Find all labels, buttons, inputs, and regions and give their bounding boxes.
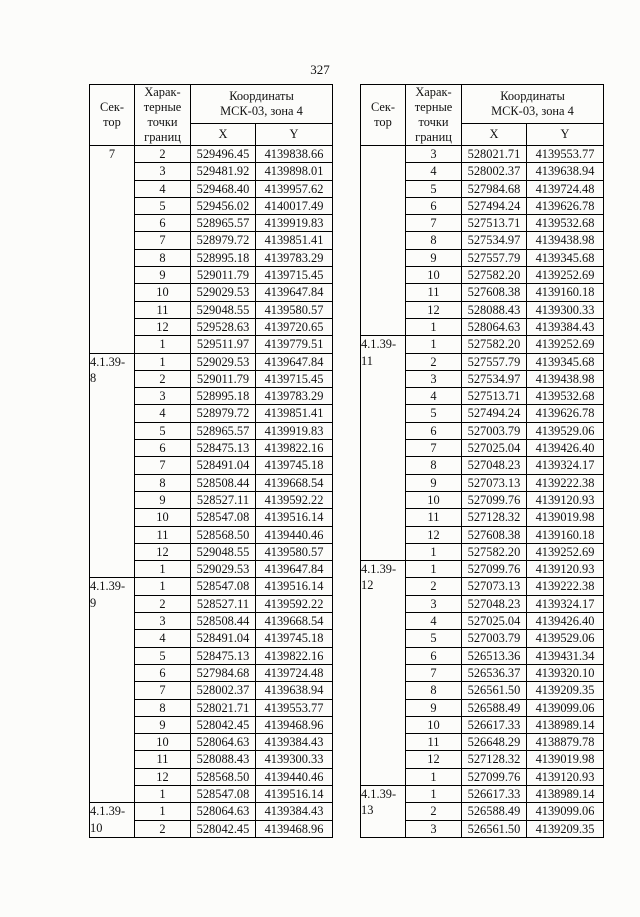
x-coordinate-cell: 526561.50 <box>462 682 527 699</box>
y-coordinate-cell: 4139957.62 <box>256 180 333 197</box>
point-number-cell: 5 <box>406 630 462 647</box>
x-coordinate-cell: 527073.13 <box>462 474 527 491</box>
point-number-cell: 7 <box>135 457 191 474</box>
x-coordinate-cell: 529456.02 <box>191 197 256 214</box>
y-coordinate-cell: 4139532.68 <box>527 388 604 405</box>
point-number-cell: 2 <box>135 820 191 837</box>
point-number-cell: 4 <box>135 180 191 197</box>
point-number-cell: 1 <box>135 803 191 820</box>
point-number-cell: 6 <box>406 422 462 439</box>
point-number-cell: 4 <box>135 405 191 422</box>
point-number-cell: 12 <box>135 543 191 560</box>
y-coordinate-cell: 4139779.51 <box>256 336 333 353</box>
sector-cell: 7 <box>90 146 135 354</box>
y-coordinate-cell: 4139745.18 <box>256 630 333 647</box>
x-coordinate-cell: 527534.97 <box>462 232 527 249</box>
x-coordinate-cell: 527025.04 <box>462 440 527 457</box>
point-number-cell: 8 <box>406 232 462 249</box>
y-coordinate-cell: 4139468.96 <box>256 716 333 733</box>
x-coordinate-cell: 527003.79 <box>462 630 527 647</box>
x-coordinate-cell: 526588.49 <box>462 699 527 716</box>
y-coordinate-cell: 4139668.54 <box>256 474 333 491</box>
y-coordinate-cell: 4139440.46 <box>256 526 333 543</box>
y-coordinate-cell: 4139120.93 <box>527 491 604 508</box>
point-number-cell: 11 <box>406 734 462 751</box>
y-coordinate-cell: 4139720.65 <box>256 318 333 335</box>
y-coordinate-cell: 4139384.43 <box>256 734 333 751</box>
point-number-cell: 3 <box>406 820 462 837</box>
header-x: X <box>462 124 527 146</box>
x-coordinate-cell: 528042.45 <box>191 716 256 733</box>
point-number-cell: 2 <box>406 578 462 595</box>
y-coordinate-cell: 4139745.18 <box>256 457 333 474</box>
y-coordinate-cell: 4139019.98 <box>527 751 604 768</box>
x-coordinate-cell: 528547.08 <box>191 578 256 595</box>
x-coordinate-cell: 529029.53 <box>191 284 256 301</box>
y-coordinate-cell: 4139300.33 <box>256 751 333 768</box>
x-coordinate-cell: 527557.79 <box>462 353 527 370</box>
y-coordinate-cell: 4139715.45 <box>256 370 333 387</box>
point-number-cell: 6 <box>135 440 191 457</box>
x-coordinate-cell: 529481.92 <box>191 163 256 180</box>
y-coordinate-cell: 4139851.41 <box>256 405 333 422</box>
x-coordinate-cell: 529048.55 <box>191 543 256 560</box>
x-coordinate-cell: 528547.08 <box>191 509 256 526</box>
x-coordinate-cell: 528508.44 <box>191 613 256 630</box>
x-coordinate-cell: 528965.57 <box>191 215 256 232</box>
y-coordinate-cell: 4139724.48 <box>527 180 604 197</box>
coordinates-body-left <box>90 146 333 838</box>
header-x: X <box>191 124 256 146</box>
y-coordinate-cell: 4139209.35 <box>527 820 604 837</box>
y-coordinate-cell: 4138989.14 <box>527 785 604 802</box>
x-coordinate-cell: 526561.50 <box>462 820 527 837</box>
x-coordinate-cell: 529029.53 <box>191 353 256 370</box>
x-coordinate-cell: 528995.18 <box>191 249 256 266</box>
table-row <box>90 578 333 595</box>
x-coordinate-cell: 527534.97 <box>462 370 527 387</box>
header-sector: Сек- тор <box>90 85 135 146</box>
x-coordinate-cell: 527582.20 <box>462 267 527 284</box>
x-coordinate-cell: 528979.72 <box>191 405 256 422</box>
table-row <box>90 146 333 163</box>
point-number-cell: 1 <box>406 336 462 353</box>
coordinates-table-left <box>89 84 333 838</box>
point-number-cell: 1 <box>406 318 462 335</box>
point-number-cell: 1 <box>406 561 462 578</box>
y-coordinate-cell: 4139426.40 <box>527 613 604 630</box>
point-number-cell: 10 <box>406 716 462 733</box>
y-coordinate-cell: 4139222.38 <box>527 578 604 595</box>
y-coordinate-cell: 4139529.06 <box>527 422 604 439</box>
x-coordinate-cell: 529011.79 <box>191 267 256 284</box>
point-number-cell: 6 <box>406 647 462 664</box>
y-coordinate-cell: 4139345.68 <box>527 353 604 370</box>
point-number-cell: 2 <box>135 595 191 612</box>
x-coordinate-cell: 528491.04 <box>191 457 256 474</box>
y-coordinate-cell: 4139300.33 <box>527 301 604 318</box>
y-coordinate-cell: 4139592.22 <box>256 595 333 612</box>
x-coordinate-cell: 527025.04 <box>462 613 527 630</box>
x-coordinate-cell: 529048.55 <box>191 301 256 318</box>
point-number-cell: 11 <box>406 509 462 526</box>
point-number-cell: 8 <box>135 699 191 716</box>
y-coordinate-cell: 4139553.77 <box>256 699 333 716</box>
x-coordinate-cell: 529468.40 <box>191 180 256 197</box>
x-coordinate-cell: 527513.71 <box>462 388 527 405</box>
x-coordinate-cell: 528064.63 <box>191 734 256 751</box>
y-coordinate-cell: 4139516.14 <box>256 785 333 802</box>
point-number-cell: 1 <box>406 768 462 785</box>
point-number-cell: 1 <box>135 578 191 595</box>
y-coordinate-cell: 4139324.17 <box>527 457 604 474</box>
y-coordinate-cell: 4139120.93 <box>527 768 604 785</box>
x-coordinate-cell: 527099.76 <box>462 768 527 785</box>
point-number-cell: 7 <box>406 440 462 457</box>
x-coordinate-cell: 527099.76 <box>462 491 527 508</box>
sector-cell: 4.1.39- 9 <box>90 578 135 803</box>
y-coordinate-cell: 4139345.68 <box>527 249 604 266</box>
point-number-cell: 3 <box>406 595 462 612</box>
point-number-cell: 9 <box>406 474 462 491</box>
sector-cell: 4.1.39- 10 <box>90 803 135 838</box>
point-number-cell: 3 <box>406 146 462 163</box>
x-coordinate-cell: 527608.38 <box>462 284 527 301</box>
table-row <box>361 146 604 163</box>
x-coordinate-cell: 528547.08 <box>191 785 256 802</box>
point-number-cell: 5 <box>135 197 191 214</box>
y-coordinate-cell: 4139120.93 <box>527 561 604 578</box>
point-number-cell: 1 <box>406 785 462 802</box>
x-coordinate-cell: 528508.44 <box>191 474 256 491</box>
y-coordinate-cell: 4139783.29 <box>256 388 333 405</box>
point-number-cell: 10 <box>406 491 462 508</box>
y-coordinate-cell: 4139647.84 <box>256 284 333 301</box>
y-coordinate-cell: 4139580.57 <box>256 543 333 560</box>
page-number: 327 <box>310 62 330 77</box>
y-coordinate-cell: 4139647.84 <box>256 353 333 370</box>
y-coordinate-cell: 4139919.83 <box>256 422 333 439</box>
x-coordinate-cell: 526588.49 <box>462 803 527 820</box>
point-number-cell: 10 <box>406 267 462 284</box>
y-coordinate-cell: 4139838.66 <box>256 146 333 163</box>
x-coordinate-cell: 527513.71 <box>462 215 527 232</box>
x-coordinate-cell: 527608.38 <box>462 526 527 543</box>
y-coordinate-cell: 4139898.01 <box>256 163 333 180</box>
header-coordinates: Координаты МСК-03, зона 4 <box>191 85 333 124</box>
point-number-cell: 2 <box>135 370 191 387</box>
point-number-cell: 2 <box>406 803 462 820</box>
point-number-cell: 12 <box>406 751 462 768</box>
x-coordinate-cell: 528995.18 <box>191 388 256 405</box>
point-number-cell: 3 <box>135 613 191 630</box>
y-coordinate-cell: 4139426.40 <box>527 440 604 457</box>
x-coordinate-cell: 528979.72 <box>191 232 256 249</box>
point-number-cell: 9 <box>135 491 191 508</box>
point-number-cell: 12 <box>406 526 462 543</box>
coordinates-table-right <box>360 84 604 838</box>
point-number-cell: 8 <box>406 457 462 474</box>
point-number-cell: 1 <box>135 353 191 370</box>
x-coordinate-cell: 526513.36 <box>462 647 527 664</box>
x-coordinate-cell: 529496.45 <box>191 146 256 163</box>
header-y: Y <box>256 124 333 146</box>
point-number-cell: 6 <box>135 215 191 232</box>
y-coordinate-cell: 4139019.98 <box>527 509 604 526</box>
x-coordinate-cell: 527073.13 <box>462 578 527 595</box>
y-coordinate-cell: 4138989.14 <box>527 716 604 733</box>
x-coordinate-cell: 528064.63 <box>462 318 527 335</box>
y-coordinate-cell: 4139468.96 <box>256 820 333 837</box>
y-coordinate-cell: 4139160.18 <box>527 284 604 301</box>
y-coordinate-cell: 4139324.17 <box>527 595 604 612</box>
x-coordinate-cell: 528475.13 <box>191 440 256 457</box>
y-coordinate-cell: 4139715.45 <box>256 267 333 284</box>
point-number-cell: 5 <box>406 405 462 422</box>
point-number-cell: 9 <box>135 267 191 284</box>
point-number-cell: 7 <box>406 215 462 232</box>
point-number-cell: 9 <box>406 699 462 716</box>
point-number-cell: 5 <box>135 647 191 664</box>
y-coordinate-cell: 4139553.77 <box>527 146 604 163</box>
table-row <box>361 561 604 578</box>
point-number-cell: 4 <box>406 163 462 180</box>
y-coordinate-cell: 4139252.69 <box>527 336 604 353</box>
table-row <box>90 353 333 370</box>
point-number-cell: 3 <box>135 163 191 180</box>
table-row <box>90 803 333 820</box>
point-number-cell: 11 <box>135 526 191 543</box>
y-coordinate-cell: 4139384.43 <box>527 318 604 335</box>
y-coordinate-cell: 4139580.57 <box>256 301 333 318</box>
x-coordinate-cell: 527048.23 <box>462 457 527 474</box>
x-coordinate-cell: 528475.13 <box>191 647 256 664</box>
point-number-cell: 8 <box>135 249 191 266</box>
point-number-cell: 4 <box>135 630 191 647</box>
point-number-cell: 7 <box>406 664 462 681</box>
point-number-cell: 12 <box>406 301 462 318</box>
y-coordinate-cell: 4139529.06 <box>527 630 604 647</box>
x-coordinate-cell: 528491.04 <box>191 630 256 647</box>
x-coordinate-cell: 527494.24 <box>462 197 527 214</box>
point-number-cell: 6 <box>406 197 462 214</box>
point-number-cell: 10 <box>135 284 191 301</box>
x-coordinate-cell: 526536.37 <box>462 664 527 681</box>
y-coordinate-cell: 4139668.54 <box>256 613 333 630</box>
y-coordinate-cell: 4139222.38 <box>527 474 604 491</box>
point-number-cell: 4 <box>406 613 462 630</box>
sector-cell: 4.1.39- 13 <box>361 785 406 837</box>
y-coordinate-cell: 4139516.14 <box>256 578 333 595</box>
y-coordinate-cell: 4139431.34 <box>527 647 604 664</box>
x-coordinate-cell: 527099.76 <box>462 561 527 578</box>
y-coordinate-cell: 4139724.48 <box>256 664 333 681</box>
x-coordinate-cell: 527128.32 <box>462 509 527 526</box>
point-number-cell: 4 <box>406 388 462 405</box>
x-coordinate-cell: 527984.68 <box>462 180 527 197</box>
x-coordinate-cell: 527048.23 <box>462 595 527 612</box>
x-coordinate-cell: 529528.63 <box>191 318 256 335</box>
y-coordinate-cell: 4139822.16 <box>256 440 333 457</box>
point-number-cell: 1 <box>135 561 191 578</box>
x-coordinate-cell: 527557.79 <box>462 249 527 266</box>
x-coordinate-cell: 528088.43 <box>191 751 256 768</box>
x-coordinate-cell: 528965.57 <box>191 422 256 439</box>
x-coordinate-cell: 528042.45 <box>191 820 256 837</box>
x-coordinate-cell: 529011.79 <box>191 370 256 387</box>
x-coordinate-cell: 528568.50 <box>191 768 256 785</box>
point-number-cell: 10 <box>135 509 191 526</box>
point-number-cell: 12 <box>135 318 191 335</box>
x-coordinate-cell: 528021.71 <box>191 699 256 716</box>
point-number-cell: 11 <box>135 751 191 768</box>
y-coordinate-cell: 4139209.35 <box>527 682 604 699</box>
x-coordinate-cell: 528002.37 <box>462 163 527 180</box>
point-number-cell: 7 <box>135 682 191 699</box>
y-coordinate-cell: 4139919.83 <box>256 215 333 232</box>
point-number-cell: 9 <box>406 249 462 266</box>
y-coordinate-cell: 4139320.10 <box>527 664 604 681</box>
x-coordinate-cell: 527984.68 <box>191 664 256 681</box>
point-number-cell: 2 <box>135 146 191 163</box>
sector-cell: 4.1.39- 8 <box>90 353 135 578</box>
x-coordinate-cell: 527494.24 <box>462 405 527 422</box>
point-number-cell: 6 <box>135 664 191 681</box>
y-coordinate-cell: 4139626.78 <box>527 405 604 422</box>
point-number-cell: 12 <box>135 768 191 785</box>
y-coordinate-cell: 4139822.16 <box>256 647 333 664</box>
point-number-cell: 10 <box>135 734 191 751</box>
y-coordinate-cell: 4138879.78 <box>527 734 604 751</box>
y-coordinate-cell: 4139532.68 <box>527 215 604 232</box>
sector-cell: 4.1.39- 12 <box>361 561 406 786</box>
y-coordinate-cell: 4139252.69 <box>527 543 604 560</box>
point-number-cell: 5 <box>135 422 191 439</box>
x-coordinate-cell: 528088.43 <box>462 301 527 318</box>
point-number-cell: 1 <box>135 785 191 802</box>
point-number-cell: 11 <box>135 301 191 318</box>
y-coordinate-cell: 4139099.06 <box>527 699 604 716</box>
point-number-cell: 8 <box>135 474 191 491</box>
x-coordinate-cell: 528002.37 <box>191 682 256 699</box>
y-coordinate-cell: 4139384.43 <box>256 803 333 820</box>
y-coordinate-cell: 4139252.69 <box>527 267 604 284</box>
x-coordinate-cell: 527582.20 <box>462 543 527 560</box>
point-number-cell: 3 <box>406 370 462 387</box>
y-coordinate-cell: 4139783.29 <box>256 249 333 266</box>
x-coordinate-cell: 528568.50 <box>191 526 256 543</box>
y-coordinate-cell: 4139851.41 <box>256 232 333 249</box>
x-coordinate-cell: 528021.71 <box>462 146 527 163</box>
point-number-cell: 1 <box>135 336 191 353</box>
y-coordinate-cell: 4139516.14 <box>256 509 333 526</box>
x-coordinate-cell: 528527.11 <box>191 595 256 612</box>
point-number-cell: 9 <box>135 716 191 733</box>
point-number-cell: 1 <box>406 543 462 560</box>
x-coordinate-cell: 529511.97 <box>191 336 256 353</box>
y-coordinate-cell: 4139160.18 <box>527 526 604 543</box>
point-number-cell: 7 <box>135 232 191 249</box>
header-y: Y <box>527 124 604 146</box>
y-coordinate-cell: 4139438.98 <box>527 232 604 249</box>
y-coordinate-cell: 4139440.46 <box>256 768 333 785</box>
x-coordinate-cell: 526617.33 <box>462 716 527 733</box>
y-coordinate-cell: 4140017.49 <box>256 197 333 214</box>
y-coordinate-cell: 4139626.78 <box>527 197 604 214</box>
table-row <box>361 785 604 802</box>
y-coordinate-cell: 4139438.98 <box>527 370 604 387</box>
x-coordinate-cell: 529029.53 <box>191 561 256 578</box>
coordinates-body-right <box>361 146 604 838</box>
table-row <box>361 336 604 353</box>
point-number-cell: 5 <box>406 180 462 197</box>
x-coordinate-cell: 527582.20 <box>462 336 527 353</box>
y-coordinate-cell: 4139638.94 <box>256 682 333 699</box>
point-number-cell: 11 <box>406 284 462 301</box>
x-coordinate-cell: 526617.33 <box>462 785 527 802</box>
sector-cell: 4.1.39- 11 <box>361 336 406 561</box>
y-coordinate-cell: 4139592.22 <box>256 491 333 508</box>
sector-cell <box>361 146 406 336</box>
x-coordinate-cell: 527003.79 <box>462 422 527 439</box>
y-coordinate-cell: 4139647.84 <box>256 561 333 578</box>
header-points: Харак- терные точки границ <box>135 85 191 146</box>
point-number-cell: 2 <box>406 353 462 370</box>
header-coordinates: Координаты МСК-03, зона 4 <box>462 85 604 124</box>
x-coordinate-cell: 526648.29 <box>462 734 527 751</box>
x-coordinate-cell: 528064.63 <box>191 803 256 820</box>
header-points: Харак- терные точки границ <box>406 85 462 146</box>
y-coordinate-cell: 4139099.06 <box>527 803 604 820</box>
x-coordinate-cell: 528527.11 <box>191 491 256 508</box>
point-number-cell: 3 <box>135 388 191 405</box>
x-coordinate-cell: 527128.32 <box>462 751 527 768</box>
point-number-cell: 8 <box>406 682 462 699</box>
y-coordinate-cell: 4139638.94 <box>527 163 604 180</box>
header-sector: Сек- тор <box>361 85 406 146</box>
